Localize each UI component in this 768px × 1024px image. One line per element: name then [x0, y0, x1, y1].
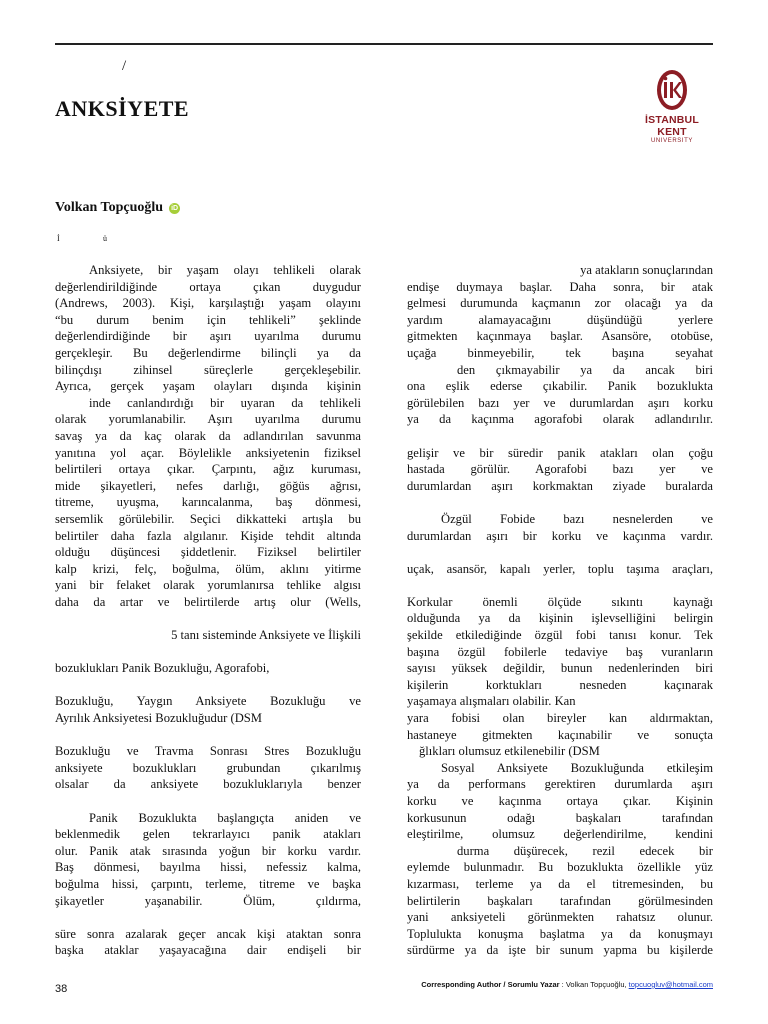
right-line: uçağa binmeyebilir, tek başına seyahat: [407, 345, 713, 360]
right-line: ona eşlik ederse çıkabilir. Panik bozuklukta: [407, 379, 713, 394]
left-line: (Andrews, 2003). Kişi, karşılaştığı yaşam olayını: [55, 296, 361, 311]
right-line: durma düşürecek, rezil edecek bir: [457, 843, 713, 858]
header-slash: /: [122, 58, 127, 74]
article-title: ANKSİYETE: [55, 96, 190, 121]
left-line: sersemlik görülebilir. Seçici dikkatteki artışla bu: [55, 511, 361, 526]
right-line: yardım alamayacağını düşündüğü yerlere: [407, 312, 713, 327]
left-line: olduğu düşüncesi şiddetlenir. Fiziksel belirtiler: [55, 545, 361, 560]
right-line: ya atakların sonuçlarından: [580, 263, 713, 277]
left-line: Bozukluğu, Yaygın Anksiyete Bozukluğu ve: [55, 694, 361, 709]
affiliation-left: İ: [57, 234, 60, 243]
university-logo-name: İSTANBUL KENT: [645, 114, 699, 138]
right-line: olduğunda ya da kişinin işlevselliğini belirgin: [407, 611, 713, 626]
right-line: yani anksiyeteli görünmekten rahatsız olunur.: [407, 910, 713, 925]
right-line: Toplulukta konuşma başlatma ya da konuşmayı: [407, 926, 713, 941]
right-line: hastada görülür. Agorafobi bazı yer ve: [407, 462, 713, 477]
right-line: sayısı yüksek değildir, bunun nedenlerinden biri: [407, 661, 713, 676]
university-logo: [630, 68, 714, 144]
right-line: şekilde etkilediğinde özgül fobi tanısı konur. Tek: [407, 628, 713, 643]
left-line: yani bir felaket olarak yorumlanırsa tehlike algısı: [55, 578, 361, 593]
left-line: [55, 644, 361, 661]
right-line: kişilerin korktukları nesneden kaçınarak: [407, 677, 713, 692]
right-line: ğlıkları olumsuz etkilenebilir (DSM: [419, 744, 600, 759]
left-line: [55, 677, 361, 694]
right-line: durumlardan aşırı bir korku ve kaçınma vardır.: [407, 528, 713, 543]
author-name: Volkan Topçuoğlu: [55, 200, 164, 215]
right-line: den çıkmayabilir ya da ancak biri: [457, 362, 713, 377]
university-logo-sub: UNIVERSITY: [650, 138, 693, 144]
left-line: “bu durum benim için tehlikeli” şeklinde: [55, 312, 361, 327]
left-line: bozuklukları Panik Bozukluğu, Agorafobi,: [55, 661, 270, 676]
orcid-icon[interactable]: iD: [171, 205, 179, 212]
right-line: korku ve kaçınma ortaya çıkar. Kişinin: [407, 794, 713, 808]
right-line: gelmesi durumunda kaçmanın zor olacağı ya da: [407, 296, 713, 311]
left-line: süre sonra azalarak geçer ancak kişi ataktan sonra: [55, 926, 361, 941]
header-rule: [55, 43, 713, 45]
right-line: [407, 544, 713, 561]
left-line: savaş ya da kaç olarak da adlandırılan savunma: [55, 428, 361, 443]
left-line: inde canlandırdığı bir uyaran da tehlikeli: [89, 395, 361, 410]
left-line: Bozukluğu ve Travma Sonrası Stres Bozukluğu: [55, 744, 361, 759]
footer-email-link[interactable]: topcuogluv@hotmail.com: [628, 980, 713, 989]
author-line: [55, 200, 180, 216]
right-line: Özgül Fobide bazı nesnelerden ve: [441, 511, 713, 526]
left-line: [55, 793, 361, 810]
right-line: başına özgül fobilerle tedaviye baş vuranların: [407, 644, 713, 659]
right-line: eylemde bulunmadır. Bu bozuklukta özellikle yüz: [407, 860, 713, 875]
left-column: [55, 262, 361, 959]
left-line: Baş dönmesi, bayılma hissi, nefessiz kalma,: [55, 860, 361, 875]
footer-label: Corresponding Author / Sorumlu Yazar: [421, 980, 560, 989]
left-line: Ayrıca, gerçek yaşam olayları dışında kişinin: [55, 379, 361, 394]
right-line: hastaneye gitmekten kaçınabilir ve sonuçta: [407, 727, 713, 742]
right-line: yaşamaya alışmaları olabilir. Kan: [407, 694, 576, 709]
left-line: 5 tanı sisteminde Anksiyete ve İlişkili: [171, 628, 361, 643]
left-line: [55, 727, 361, 744]
left-line: bilinçdışı zihinsel süreçlerle gerçekleşebilir.: [55, 362, 361, 377]
affiliation-right: ü: [103, 234, 107, 243]
left-line: gerçekleşir. Bu değerlendirme bilinçli ya da: [55, 345, 361, 360]
footer-sep: :: [559, 980, 566, 989]
left-line: olur. Panik atak sırasında yoğun bir korku vardır.: [55, 843, 361, 858]
left-line: beklenmedik gelen tekrarlayıcı panik atakları: [55, 827, 361, 842]
left-line: titreme, uyuşma, karıncalanma, baş dönmesi,: [55, 495, 361, 510]
right-line: [407, 577, 713, 594]
left-line: olsalar da anksiyete bozukluklarıyla benzer: [55, 777, 361, 792]
footer-author: Volkan Topçuoğlu,: [565, 980, 629, 989]
left-line: Anksiyete, bir yaşam olayı tehlikeli olarak: [89, 263, 361, 277]
right-line: uçak, asansör, kapalı yerler, toplu taşıma araçları,: [407, 561, 713, 576]
left-line: olarak yorumlanabilir. Aşırı uyarılma durumu: [55, 412, 361, 427]
right-line: endişe duymaya başlar. Daha sonra, bir atak: [407, 279, 713, 294]
left-line: Panik Bozuklukta başlangıçta aniden ve: [89, 810, 361, 825]
footer-correspondence: [421, 980, 713, 989]
right-line: kızarması, terleme ya da el titremesinden, bu: [407, 876, 713, 891]
right-line: sürdürme ya da işte bir sunum yapma bu kişilerde: [407, 943, 713, 958]
left-line: belirtiler daha fazla algılanır. Kişide tehdit altında: [55, 528, 361, 543]
right-line: Sosyal Anksiyete Bozukluğunda etkileşim: [441, 760, 713, 775]
right-line: ya da kaçınma agorafobi olarak adlandırılır.: [407, 412, 713, 427]
left-line: şikayetler yaşanabilir. Ölüm, çıldırma,: [55, 893, 361, 908]
right-line: [407, 494, 713, 511]
right-line: görülebilen bazı yer ve durumlardan aşırı korku: [407, 395, 713, 410]
left-line: belirtileri ortaya çıkar. Çarpıntı, ağız kuruması,: [55, 462, 361, 477]
left-line: [55, 610, 361, 627]
right-line: ya da performans gerektiren durumlarda aşırı: [407, 777, 713, 792]
left-line: Ayrılık Anksiyetesi Bozukluğudur (DSM: [55, 711, 262, 726]
left-line: mide şikayetleri, nefes darlığı, göğüs ağrısı,: [55, 478, 361, 493]
right-line: korkusunun odağı başkaları tarafından: [407, 810, 713, 825]
right-line: yara fobisi olan bireyler kan aldırmaktan,: [407, 711, 713, 726]
page-number: 38: [55, 983, 68, 995]
right-line: Korkular önemli ölçüde sıkıntı kaynağı: [407, 594, 713, 609]
left-line: değerlendirdiğinde bir aşırı uyarılma durumu: [55, 329, 361, 344]
left-line: kalp krizi, felç, boğulma, ölüm, aklını yitirme: [55, 561, 361, 576]
right-line: gelişir ve bir süredir panik atakları olan çoğu: [407, 445, 713, 460]
left-line: daha da artar ve belirtilerde artış olur (Wells,: [55, 594, 361, 609]
left-line: değerlendirildiğinde ortaya çıkan duygudur: [55, 279, 361, 294]
right-column: [407, 262, 713, 959]
university-logo-emblem-icon: [655, 68, 689, 112]
left-line: anksiyete bozuklukları grubundan çıkarılmış: [55, 760, 361, 775]
left-line: yanıtına yol açar. Böylelikle anksiyetenin fiziksel: [55, 445, 361, 460]
right-line: belirtilerin başkaları tarafından görülmesinden: [407, 893, 713, 908]
right-line: [407, 428, 713, 445]
left-line: boğulma hissi, çarpıntı, terleme, titreme ve başka: [55, 876, 361, 891]
right-line: eleştirilme, olumsuz değerlendirilme, kendini: [407, 827, 713, 842]
left-line: başka ataklar yaşayacağına dair endişeli bir: [55, 943, 361, 958]
right-line: durumlardan aşırı korkmaktan ziyade buralarda: [407, 478, 713, 493]
left-line: [55, 909, 361, 926]
right-line: gitmekten kaçınmaya başlar. Asansöre, otobüse,: [407, 329, 713, 344]
